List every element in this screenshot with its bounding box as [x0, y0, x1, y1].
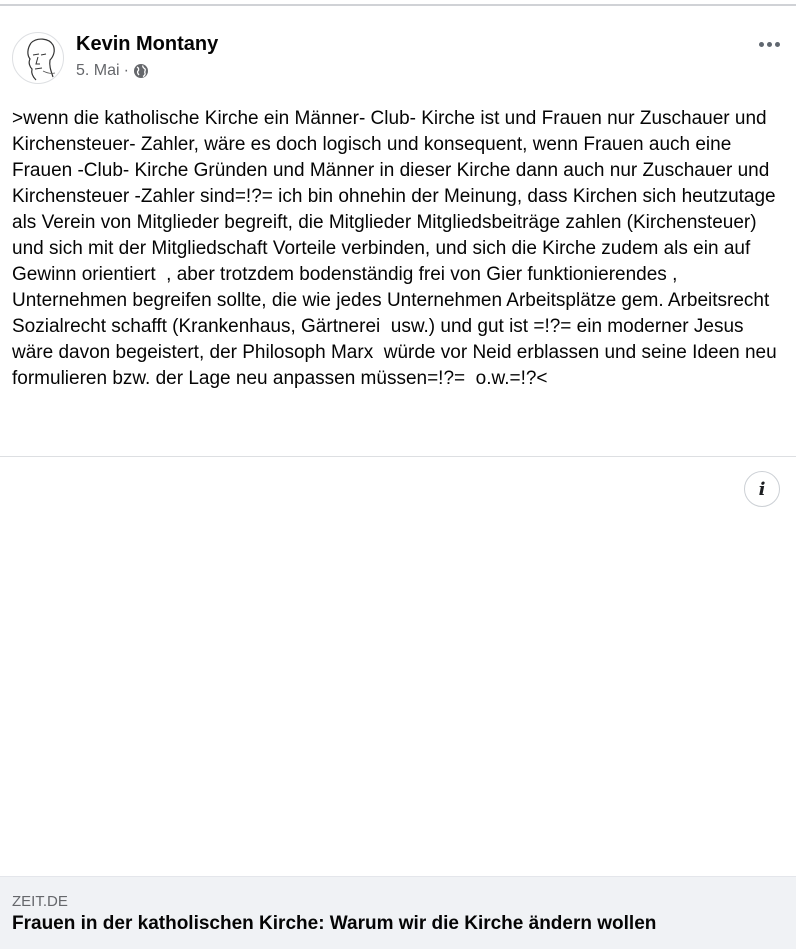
post-header — [12, 32, 784, 92]
more-dot-icon — [775, 42, 780, 47]
avatar[interactable] — [12, 32, 64, 84]
link-preview-media[interactable] — [0, 457, 796, 876]
feed-post — [0, 6, 796, 949]
post-date[interactable]: 5. Mai — [76, 62, 120, 79]
author-name[interactable]: Kevin Montany — [76, 33, 219, 55]
more-dot-icon — [767, 42, 772, 47]
meta-separator: · — [123, 62, 129, 79]
link-title[interactable]: Frauen in der katholischen Kirche: Warum wir die Kirche ändern wollen — [12, 913, 657, 934]
globe-icon — [133, 63, 149, 79]
link-domain: ZEIT.DE — [12, 893, 68, 910]
post-meta — [76, 62, 149, 80]
link-card[interactable] — [0, 876, 796, 949]
info-icon[interactable]: i — [744, 471, 780, 507]
avatar-sketch-icon — [13, 33, 64, 84]
more-options-button[interactable] — [754, 34, 784, 54]
more-dot-icon — [759, 42, 764, 47]
post-text: >wenn die katholische Kirche ein Männer- Club- Kirche ist und Frauen nur Zuschauer und Kirchensteuer- Zahler, wäre es doch logisch und konsequent, wenn Frauen auch eine Frauen -Club- Kirche Gründen und Männer in dieser Kirche dann auch nur Zuschauer und Kirchensteuer -Zahler sind=!?= ich bin ohnehin der Meinung, dass Kirchen sich heutzutage als Verein von Mitglieder begreift, die Mitglieder Mitgliedsbeiträge zahlen (Kirchensteuer) und sich mit der Mitgliedschaft Vorteile verbinden, und sich die Kirche zudem als ein auf Gewinn orientiert , aber trotzdem bodenständig frei von Gier funktionierendes , Unternehmen begreifen sollte, die wie jedes Unternehmen Arbeitsplätze gem. Arbeitsrecht Sozialrecht schafft (Krankenhaus, Gärtnerei usw.) und gut ist =!?= ein moderner Jesus wäre davon begeistert, der Philosoph Marx würde vor Neid erblassen und seine Ideen neu formulieren bzw. der Lage neu anpassen müssen=!?= o.w.=!?< — [12, 108, 782, 389]
